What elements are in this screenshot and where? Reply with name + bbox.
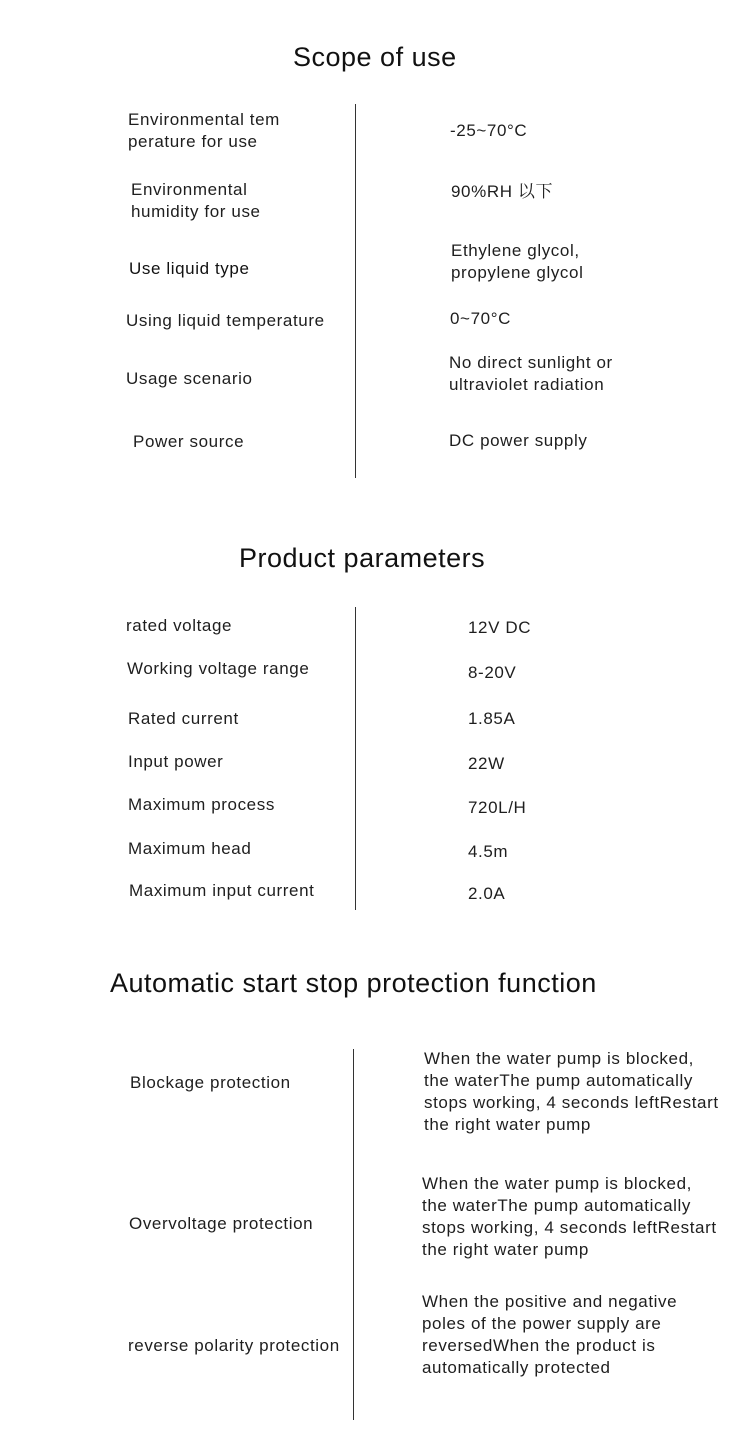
param-label: Overvoltage protection [129, 1214, 314, 1233]
param-value: 8-20V [468, 663, 517, 682]
param-value: DC power supply [449, 431, 588, 450]
param-label: Maximum input current [129, 881, 315, 900]
param-label: Maximum head [128, 839, 252, 858]
param-value: When the positive and negative poles of the power supply are reversedWhen the product is automatically protected [422, 1292, 678, 1377]
param-label: Maximum process [128, 795, 275, 814]
section-divider [355, 607, 356, 910]
param-value: -25~70°C [450, 121, 528, 140]
param-label: Blockage protection [130, 1073, 291, 1092]
param-label: Use liquid type [129, 259, 250, 278]
param-value: 1.85A [468, 709, 516, 728]
param-value: No direct sunlight or ultraviolet radiation [449, 353, 613, 394]
section-title-scope-of-use: Scope of use [293, 42, 457, 72]
param-label: Working voltage range [127, 659, 310, 678]
section-divider [355, 104, 356, 478]
section-divider [353, 1049, 354, 1420]
param-label: Environmental humidity for use [131, 180, 261, 221]
param-value: 12V DC [468, 618, 532, 637]
param-label: Power source [133, 432, 245, 451]
param-label: Rated current [128, 709, 239, 728]
param-label: Input power [128, 752, 224, 771]
param-value: Ethylene glycol, propylene glycol [451, 241, 584, 282]
section-title-product-parameters: Product parameters [239, 543, 486, 573]
param-value: 22W [468, 754, 505, 773]
param-label: Using liquid temperature [126, 311, 325, 330]
param-value: 90%RH 以下 [451, 182, 554, 201]
section-title-protection-function: Automatic start stop protection function [110, 968, 597, 998]
param-value: When the water pump is blocked, the waterThe pump automatically stops working, 4 seconds leftRestart the right water pump [424, 1049, 719, 1134]
param-value: When the water pump is blocked, the waterThe pump automatically stops working, 4 seconds leftRestart the right water pump [422, 1174, 717, 1259]
param-value: 2.0A [468, 884, 506, 903]
param-label: reverse polarity protection [128, 1336, 340, 1355]
param-value: 720L/H [468, 798, 527, 817]
param-label: rated voltage [126, 616, 233, 635]
param-label: Usage scenario [126, 369, 253, 388]
param-value: 0~70°C [450, 309, 511, 328]
param-label: Environmental tem perature for use [128, 110, 280, 151]
param-value: 4.5m [468, 842, 509, 861]
